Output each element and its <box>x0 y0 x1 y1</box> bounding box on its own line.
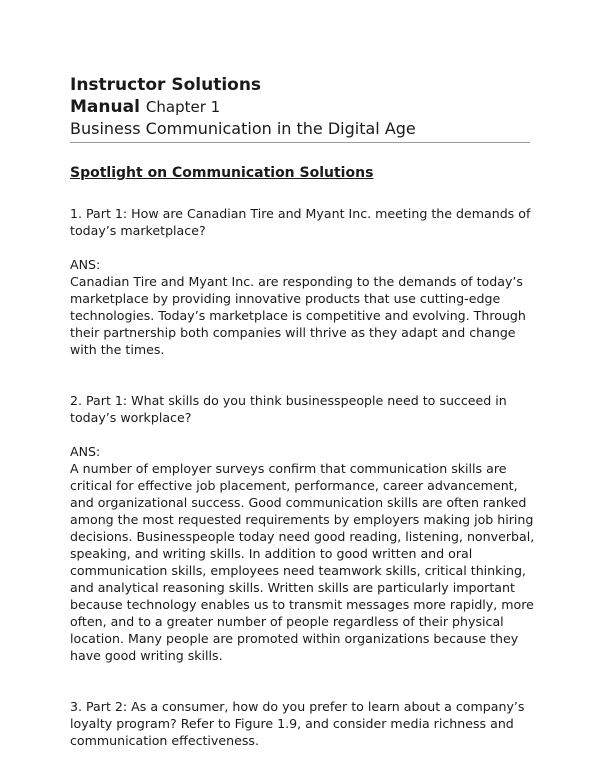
question-text: 3. Part 2: As a consumer, how do you prefer to learn about a company’s loyalty program? Refer to Figure 1.9, and consider media richness and communication effectiveness. <box>70 699 525 748</box>
question-text: 2. Part 1: What skills do you think businesspeople need to succeed in today’s workplace? <box>70 393 507 425</box>
document-header <box>70 74 530 143</box>
question-block-1 <box>70 205 540 358</box>
title-manual: Manual <box>70 97 140 117</box>
answer-label: ANS: <box>70 257 101 272</box>
chapter-title: Business Communication in the Digital Age <box>70 118 530 143</box>
chapter-label: Chapter 1 <box>145 98 221 116</box>
section-heading: Spotlight on Communication Solutions <box>70 165 374 181</box>
title-line-2 <box>70 96 530 118</box>
title-line-1: Instructor Solutions <box>70 75 262 95</box>
answer-label: ANS: <box>70 444 101 459</box>
question-text: 1. Part 1: How are Canadian Tire and Myant Inc. meeting the demands of today’s marketplace? <box>70 206 531 238</box>
question-block-2 <box>70 392 540 664</box>
question-block-3 <box>70 698 540 749</box>
document-body <box>70 163 540 783</box>
answer-text: Canadian Tire and Myant Inc. are responding to the demands of today’s marketplace by providing innovative products that use cutting-edge technologies. Today’s marketplace is competitive and evolving. Through their partnership both companies will thrive as they adapt and change with the times. <box>70 274 526 357</box>
answer-text: A number of employer surveys confirm that communication skills are critical for effective job placement, performance, career advancement, and organizational success. Good communication skills are often ranked among the most requested requirements by employers making job hiring decisions. Businesspeople today need good reading, listening, nonverbal, speaking, and writing skills. In addition to good written and oral communication skills, employees need teamwork skills, critical thinking, and analytical reasoning skills. Written skills are particularly important because technology enables us to transmit messages more rapidly, more often, and to a greater number of people regardless of their physical location. Many people are promoted within organizations because they have good writing skills. <box>70 461 535 663</box>
